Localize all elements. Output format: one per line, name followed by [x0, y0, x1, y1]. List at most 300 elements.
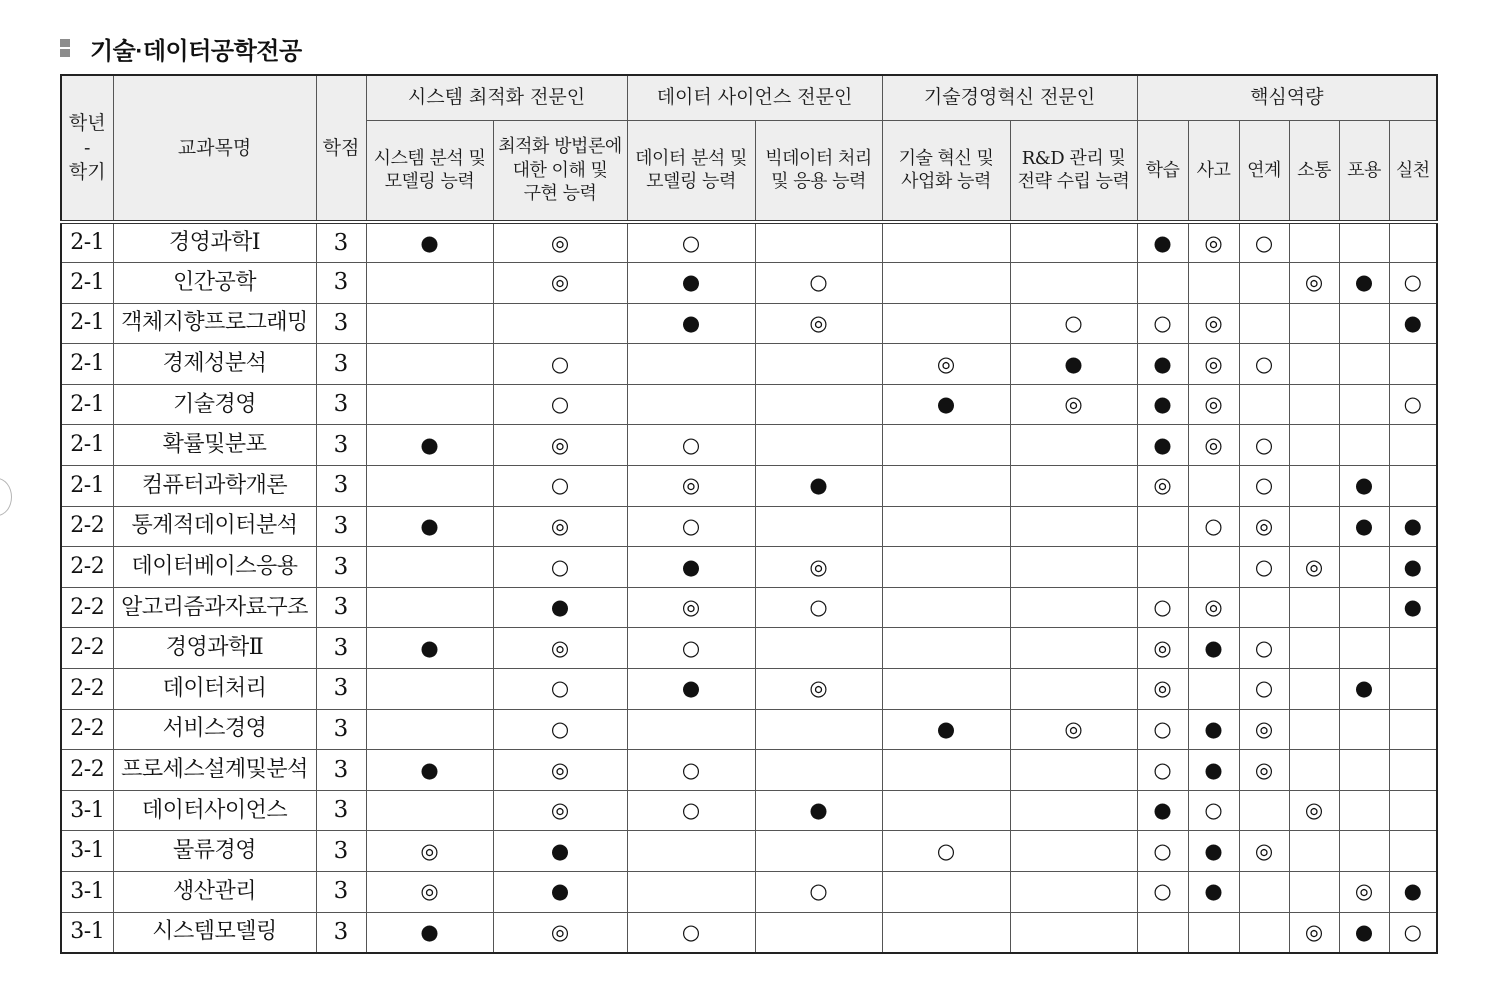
inclusion-mark-cell — [1339, 587, 1389, 628]
communication-mark-cell — [1289, 303, 1339, 344]
optimization-method-mark-cell: ○ — [493, 466, 627, 507]
subheader-inclusion: 포용 — [1339, 120, 1389, 222]
system-analysis-mark-cell: ● — [366, 750, 493, 791]
inclusion-mark-cell — [1339, 344, 1389, 385]
table-header — [61, 75, 1437, 222]
practice-mark-cell — [1389, 709, 1437, 750]
credits-cell: 3 — [316, 303, 366, 344]
optimization-method-mark-cell: ◎ — [493, 506, 627, 547]
communication-mark-cell — [1289, 425, 1339, 466]
credits-cell: 3 — [316, 263, 366, 304]
course-name-cell: 경영과학Ⅰ — [113, 222, 316, 263]
optimization-method-mark-cell: ◎ — [493, 912, 627, 953]
data-analysis-mark-cell: ○ — [627, 912, 755, 953]
course-name-cell: 기술경영 — [113, 384, 316, 425]
thinking-mark-cell: ◎ — [1188, 587, 1239, 628]
subheader-tech-innovation: 기술 혁신 및 사업화 능력 — [882, 120, 1010, 222]
big-data-mark-cell: ○ — [755, 263, 882, 304]
linking-mark-cell: ○ — [1239, 628, 1289, 669]
rnd-management-mark-cell — [1010, 912, 1137, 953]
practice-mark-cell: ● — [1389, 587, 1437, 628]
big-data-mark-cell — [755, 344, 882, 385]
linking-mark-cell — [1239, 790, 1289, 831]
big-data-mark-cell — [755, 912, 882, 953]
tech-innovation-mark-cell — [882, 466, 1010, 507]
thinking-mark-cell — [1188, 547, 1239, 588]
table-row — [61, 669, 1437, 710]
data-analysis-mark-cell: ● — [627, 263, 755, 304]
inclusion-mark-cell: ● — [1339, 263, 1389, 304]
linking-mark-cell: ○ — [1239, 344, 1289, 385]
system-analysis-mark-cell — [366, 547, 493, 588]
course-name-cell: 데이터사이언스 — [113, 790, 316, 831]
table-row — [61, 466, 1437, 507]
data-analysis-mark-cell: ○ — [627, 425, 755, 466]
system-analysis-mark-cell — [366, 384, 493, 425]
subheader-practice: 실천 — [1389, 120, 1437, 222]
practice-mark-cell: ○ — [1389, 912, 1437, 953]
subheader-rnd-management: R&D 관리 및 전략 수립 능력 — [1010, 120, 1137, 222]
linking-mark-cell: ◎ — [1239, 709, 1289, 750]
learning-mark-cell: ● — [1137, 222, 1188, 263]
tech-innovation-mark-cell — [882, 547, 1010, 588]
credits-cell: 3 — [316, 750, 366, 791]
inclusion-mark-cell: ● — [1339, 669, 1389, 710]
big-data-mark-cell — [755, 506, 882, 547]
credits-cell: 3 — [316, 709, 366, 750]
section-title-text: 기술·데이터공학전공 — [90, 37, 302, 65]
term-cell: 2-2 — [61, 669, 113, 710]
system-analysis-mark-cell — [366, 344, 493, 385]
learning-mark-cell — [1137, 912, 1188, 953]
term-cell: 2-2 — [61, 587, 113, 628]
inclusion-mark-cell — [1339, 790, 1389, 831]
communication-mark-cell — [1289, 466, 1339, 507]
rnd-management-mark-cell: ◎ — [1010, 709, 1137, 750]
table-row — [61, 709, 1437, 750]
practice-mark-cell: ● — [1389, 872, 1437, 913]
learning-mark-cell: ○ — [1137, 303, 1188, 344]
communication-mark-cell: ◎ — [1289, 790, 1339, 831]
practice-mark-cell — [1389, 425, 1437, 466]
tech-innovation-mark-cell: ● — [882, 384, 1010, 425]
credits-cell: 3 — [316, 547, 366, 588]
big-data-mark-cell: ○ — [755, 587, 882, 628]
big-data-mark-cell: ○ — [755, 872, 882, 913]
rnd-management-mark-cell: ◎ — [1010, 384, 1137, 425]
inclusion-mark-cell — [1339, 384, 1389, 425]
rnd-management-mark-cell — [1010, 628, 1137, 669]
big-data-mark-cell: ● — [755, 790, 882, 831]
big-data-mark-cell — [755, 384, 882, 425]
optimization-method-mark-cell: ◎ — [493, 628, 627, 669]
big-data-mark-cell: ◎ — [755, 547, 882, 588]
data-analysis-mark-cell: ◎ — [627, 587, 755, 628]
term-cell: 2-2 — [61, 709, 113, 750]
practice-mark-cell — [1389, 344, 1437, 385]
system-analysis-mark-cell: ● — [366, 222, 493, 263]
thinking-mark-cell: ○ — [1188, 790, 1239, 831]
practice-mark-cell — [1389, 669, 1437, 710]
communication-mark-cell: ◎ — [1289, 263, 1339, 304]
table-row — [61, 547, 1437, 588]
subheader-optimization-method: 최적화 방법론에 대한 이해 및 구현 능력 — [493, 120, 627, 222]
thinking-mark-cell: ◎ — [1188, 222, 1239, 263]
curriculum-table — [60, 74, 1438, 954]
rnd-management-mark-cell: ● — [1010, 344, 1137, 385]
tech-innovation-mark-cell — [882, 263, 1010, 304]
tech-innovation-mark-cell — [882, 506, 1010, 547]
system-analysis-mark-cell — [366, 303, 493, 344]
page-edge-circle — [0, 478, 12, 516]
learning-mark-cell: ● — [1137, 384, 1188, 425]
rnd-management-mark-cell: ○ — [1010, 303, 1137, 344]
communication-mark-cell — [1289, 628, 1339, 669]
system-analysis-mark-cell — [366, 587, 493, 628]
table-row — [61, 344, 1437, 385]
inclusion-mark-cell — [1339, 425, 1389, 466]
rnd-management-mark-cell — [1010, 790, 1137, 831]
group-header-data-science: 데이터 사이언스 전문인 — [627, 75, 882, 120]
data-analysis-mark-cell: ● — [627, 303, 755, 344]
tech-innovation-mark-cell — [882, 425, 1010, 466]
learning-mark-cell: ● — [1137, 425, 1188, 466]
term-cell: 2-1 — [61, 263, 113, 304]
linking-mark-cell: ○ — [1239, 669, 1289, 710]
rnd-management-mark-cell — [1010, 669, 1137, 710]
learning-mark-cell — [1137, 547, 1188, 588]
tech-innovation-mark-cell — [882, 790, 1010, 831]
data-analysis-mark-cell — [627, 872, 755, 913]
term-cell: 3-1 — [61, 912, 113, 953]
data-analysis-mark-cell: ○ — [627, 628, 755, 669]
practice-mark-cell: ● — [1389, 547, 1437, 588]
learning-mark-cell: ◎ — [1137, 628, 1188, 669]
system-analysis-mark-cell: ● — [366, 506, 493, 547]
course-name-cell: 인간공학 — [113, 263, 316, 304]
course-name-header: 교과목명 — [113, 75, 316, 222]
communication-mark-cell — [1289, 344, 1339, 385]
communication-mark-cell — [1289, 750, 1339, 791]
communication-mark-cell — [1289, 709, 1339, 750]
header-row-groups — [61, 75, 1437, 120]
table-row — [61, 912, 1437, 953]
communication-mark-cell — [1289, 831, 1339, 872]
communication-mark-cell — [1289, 872, 1339, 913]
credits-header: 학점 — [316, 75, 366, 222]
big-data-mark-cell: ◎ — [755, 669, 882, 710]
linking-mark-cell — [1239, 587, 1289, 628]
credits-cell: 3 — [316, 790, 366, 831]
optimization-method-mark-cell: ○ — [493, 547, 627, 588]
learning-mark-cell: ● — [1137, 790, 1188, 831]
term-cell: 2-1 — [61, 384, 113, 425]
course-name-cell: 경제성분석 — [113, 344, 316, 385]
communication-mark-cell: ◎ — [1289, 547, 1339, 588]
term-cell: 3-1 — [61, 831, 113, 872]
thinking-mark-cell: ◎ — [1188, 344, 1239, 385]
learning-mark-cell: ○ — [1137, 750, 1188, 791]
linking-mark-cell: ○ — [1239, 547, 1289, 588]
section-title — [60, 30, 302, 66]
learning-mark-cell: ◎ — [1137, 466, 1188, 507]
thinking-mark-cell — [1188, 912, 1239, 953]
course-name-cell: 알고리즘과자료구조 — [113, 587, 316, 628]
subheader-big-data: 빅데이터 처리 및 응용 능력 — [755, 120, 882, 222]
system-analysis-mark-cell — [366, 709, 493, 750]
term-cell: 2-2 — [61, 750, 113, 791]
inclusion-mark-cell — [1339, 547, 1389, 588]
rnd-management-mark-cell — [1010, 872, 1137, 913]
optimization-method-mark-cell: ○ — [493, 384, 627, 425]
learning-mark-cell — [1137, 506, 1188, 547]
big-data-mark-cell — [755, 628, 882, 669]
learning-mark-cell: ○ — [1137, 709, 1188, 750]
optimization-method-mark-cell: ○ — [493, 344, 627, 385]
course-name-cell: 컴퓨터과학개론 — [113, 466, 316, 507]
linking-mark-cell: ◎ — [1239, 750, 1289, 791]
subheader-learning: 학습 — [1137, 120, 1188, 222]
term-cell: 2-2 — [61, 506, 113, 547]
practice-mark-cell — [1389, 750, 1437, 791]
course-name-cell: 시스템모델링 — [113, 912, 316, 953]
learning-mark-cell — [1137, 263, 1188, 304]
system-analysis-mark-cell: ● — [366, 425, 493, 466]
data-analysis-mark-cell: ◎ — [627, 466, 755, 507]
system-analysis-mark-cell — [366, 466, 493, 507]
linking-mark-cell: ○ — [1239, 222, 1289, 263]
group-header-system-optimization: 시스템 최적화 전문인 — [366, 75, 627, 120]
group-header-core-competency: 핵심역량 — [1137, 75, 1437, 120]
table-row — [61, 587, 1437, 628]
rnd-management-mark-cell — [1010, 587, 1137, 628]
credits-cell: 3 — [316, 628, 366, 669]
rnd-management-mark-cell — [1010, 222, 1137, 263]
data-analysis-mark-cell — [627, 384, 755, 425]
data-analysis-mark-cell — [627, 831, 755, 872]
optimization-method-mark-cell: ◎ — [493, 750, 627, 791]
data-analysis-mark-cell — [627, 709, 755, 750]
linking-mark-cell: ○ — [1239, 466, 1289, 507]
credits-cell: 3 — [316, 384, 366, 425]
data-analysis-mark-cell: ○ — [627, 790, 755, 831]
thinking-mark-cell: ● — [1188, 750, 1239, 791]
big-data-mark-cell — [755, 222, 882, 263]
practice-mark-cell: ● — [1389, 506, 1437, 547]
inclusion-mark-cell — [1339, 303, 1389, 344]
communication-mark-cell — [1289, 384, 1339, 425]
course-name-cell: 확률및분포 — [113, 425, 316, 466]
linking-mark-cell: ○ — [1239, 425, 1289, 466]
term-cell: 2-1 — [61, 425, 113, 466]
linking-mark-cell — [1239, 912, 1289, 953]
subheader-system-analysis: 시스템 분석 및 모델링 능력 — [366, 120, 493, 222]
credits-cell: 3 — [316, 587, 366, 628]
system-analysis-mark-cell — [366, 669, 493, 710]
communication-mark-cell — [1289, 587, 1339, 628]
thinking-mark-cell — [1188, 263, 1239, 304]
optimization-method-mark-cell: ◎ — [493, 263, 627, 304]
table-row — [61, 790, 1437, 831]
term-cell: 2-1 — [61, 344, 113, 385]
subheader-communication: 소통 — [1289, 120, 1339, 222]
learning-mark-cell: ● — [1137, 344, 1188, 385]
tech-innovation-mark-cell — [882, 222, 1010, 263]
rnd-management-mark-cell — [1010, 506, 1137, 547]
thinking-mark-cell: ◎ — [1188, 425, 1239, 466]
tech-innovation-mark-cell — [882, 669, 1010, 710]
course-name-cell: 경영과학Ⅱ — [113, 628, 316, 669]
thinking-mark-cell — [1188, 669, 1239, 710]
course-name-cell: 데이터처리 — [113, 669, 316, 710]
term-cell: 3-1 — [61, 872, 113, 913]
rnd-management-mark-cell — [1010, 831, 1137, 872]
big-data-mark-cell: ● — [755, 466, 882, 507]
system-analysis-mark-cell — [366, 790, 493, 831]
thinking-mark-cell — [1188, 466, 1239, 507]
optimization-method-mark-cell: ○ — [493, 669, 627, 710]
data-analysis-mark-cell — [627, 344, 755, 385]
optimization-method-mark-cell: ● — [493, 831, 627, 872]
rnd-management-mark-cell — [1010, 425, 1137, 466]
rnd-management-mark-cell — [1010, 750, 1137, 791]
credits-cell: 3 — [316, 872, 366, 913]
optimization-method-mark-cell: ● — [493, 587, 627, 628]
learning-mark-cell: ○ — [1137, 872, 1188, 913]
practice-mark-cell: ○ — [1389, 263, 1437, 304]
group-header-tech-management: 기술경영혁신 전문인 — [882, 75, 1137, 120]
course-name-cell: 물류경영 — [113, 831, 316, 872]
credits-cell: 3 — [316, 669, 366, 710]
course-name-cell: 데이터베이스응용 — [113, 547, 316, 588]
credits-cell: 3 — [316, 912, 366, 953]
table-body — [61, 222, 1437, 953]
linking-mark-cell: ◎ — [1239, 506, 1289, 547]
inclusion-mark-cell: ● — [1339, 912, 1389, 953]
course-name-cell: 객체지향프로그래밍 — [113, 303, 316, 344]
inclusion-mark-cell — [1339, 222, 1389, 263]
data-analysis-mark-cell: ○ — [627, 506, 755, 547]
rnd-management-mark-cell — [1010, 547, 1137, 588]
system-analysis-mark-cell: ◎ — [366, 831, 493, 872]
optimization-method-mark-cell: ◎ — [493, 425, 627, 466]
subheader-thinking: 사고 — [1188, 120, 1239, 222]
term-cell: 2-1 — [61, 222, 113, 263]
table-row — [61, 628, 1437, 669]
data-analysis-mark-cell: ○ — [627, 750, 755, 791]
term-cell: 2-2 — [61, 628, 113, 669]
course-name-cell: 생산관리 — [113, 872, 316, 913]
credits-cell: 3 — [316, 831, 366, 872]
learning-mark-cell: ○ — [1137, 587, 1188, 628]
inclusion-mark-cell — [1339, 628, 1389, 669]
linking-mark-cell — [1239, 872, 1289, 913]
course-name-cell: 서비스경영 — [113, 709, 316, 750]
tech-innovation-mark-cell: ○ — [882, 831, 1010, 872]
credits-cell: 3 — [316, 222, 366, 263]
course-name-cell: 프로세스설계및분석 — [113, 750, 316, 791]
credits-cell: 3 — [316, 344, 366, 385]
inclusion-mark-cell: ● — [1339, 466, 1389, 507]
communication-mark-cell — [1289, 222, 1339, 263]
inclusion-mark-cell: ◎ — [1339, 872, 1389, 913]
practice-mark-cell — [1389, 466, 1437, 507]
table-row — [61, 750, 1437, 791]
optimization-method-mark-cell: ● — [493, 872, 627, 913]
linking-mark-cell — [1239, 303, 1289, 344]
data-analysis-mark-cell: ● — [627, 547, 755, 588]
practice-mark-cell — [1389, 831, 1437, 872]
table-row — [61, 872, 1437, 913]
big-data-mark-cell — [755, 709, 882, 750]
thinking-mark-cell: ● — [1188, 831, 1239, 872]
big-data-mark-cell: ◎ — [755, 303, 882, 344]
big-data-mark-cell — [755, 425, 882, 466]
tech-innovation-mark-cell — [882, 872, 1010, 913]
big-data-mark-cell — [755, 831, 882, 872]
system-analysis-mark-cell: ● — [366, 912, 493, 953]
big-data-mark-cell — [755, 750, 882, 791]
course-name-cell: 통계적데이터분석 — [113, 506, 316, 547]
linking-mark-cell: ◎ — [1239, 831, 1289, 872]
data-analysis-mark-cell: ○ — [627, 222, 755, 263]
linking-mark-cell — [1239, 384, 1289, 425]
system-analysis-mark-cell: ◎ — [366, 872, 493, 913]
rnd-management-mark-cell — [1010, 466, 1137, 507]
optimization-method-mark-cell: ○ — [493, 709, 627, 750]
credits-cell: 3 — [316, 425, 366, 466]
table-row — [61, 222, 1437, 263]
learning-mark-cell: ○ — [1137, 831, 1188, 872]
subheader-data-analysis: 데이터 분석 및 모델링 능력 — [627, 120, 755, 222]
term-cell: 2-2 — [61, 547, 113, 588]
thinking-mark-cell: ● — [1188, 872, 1239, 913]
subheader-linking: 연계 — [1239, 120, 1289, 222]
system-analysis-mark-cell — [366, 263, 493, 304]
tech-innovation-mark-cell — [882, 750, 1010, 791]
data-analysis-mark-cell: ● — [627, 669, 755, 710]
practice-mark-cell: ● — [1389, 303, 1437, 344]
tech-innovation-mark-cell — [882, 628, 1010, 669]
practice-mark-cell — [1389, 628, 1437, 669]
table-row — [61, 263, 1437, 304]
communication-mark-cell — [1289, 669, 1339, 710]
table-row — [61, 831, 1437, 872]
term-cell: 2-1 — [61, 466, 113, 507]
optimization-method-mark-cell — [493, 303, 627, 344]
inclusion-mark-cell: ● — [1339, 506, 1389, 547]
practice-mark-cell: ○ — [1389, 384, 1437, 425]
table-row — [61, 425, 1437, 466]
linking-mark-cell — [1239, 263, 1289, 304]
term-cell: 2-1 — [61, 303, 113, 344]
table-row — [61, 384, 1437, 425]
thinking-mark-cell: ○ — [1188, 506, 1239, 547]
thinking-mark-cell: ● — [1188, 709, 1239, 750]
inclusion-mark-cell — [1339, 831, 1389, 872]
practice-mark-cell — [1389, 790, 1437, 831]
tech-innovation-mark-cell: ● — [882, 709, 1010, 750]
optimization-method-mark-cell: ◎ — [493, 222, 627, 263]
optimization-method-mark-cell: ◎ — [493, 790, 627, 831]
tech-innovation-mark-cell — [882, 912, 1010, 953]
term-cell: 3-1 — [61, 790, 113, 831]
tech-innovation-mark-cell — [882, 303, 1010, 344]
thinking-mark-cell: ● — [1188, 628, 1239, 669]
tech-innovation-mark-cell: ◎ — [882, 344, 1010, 385]
credits-cell: 3 — [316, 466, 366, 507]
rnd-management-mark-cell — [1010, 263, 1137, 304]
